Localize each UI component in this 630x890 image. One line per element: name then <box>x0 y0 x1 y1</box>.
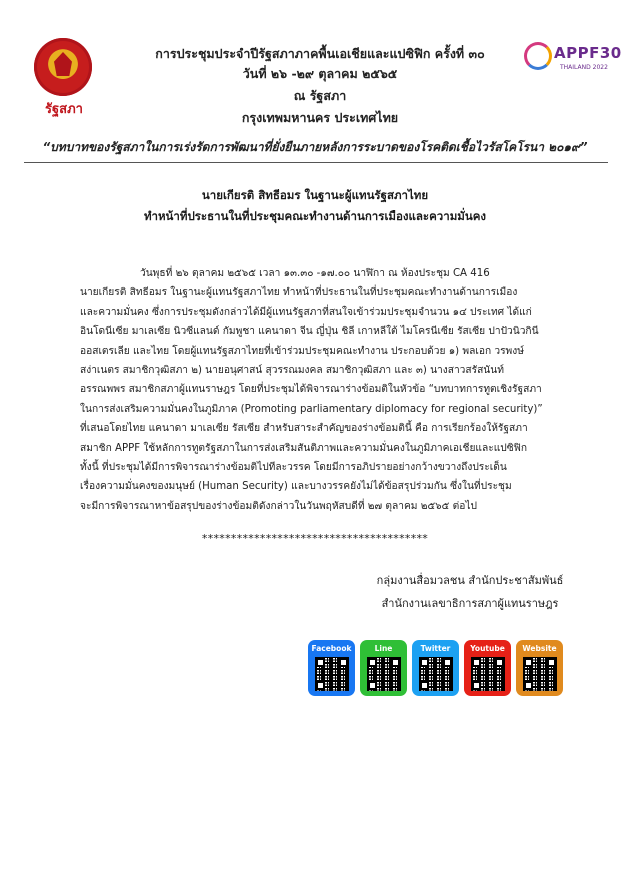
body-line: สมาชิก APPF ใช้หลักการทูตรัฐสภาในการส่งเสริมสันติภาพและความมั่นคงในภูมิภาคเอเชียและแปซิฟิก <box>80 442 528 454</box>
facebook-label: Facebook <box>311 644 352 653</box>
twitter-qr-icon <box>419 657 453 691</box>
header-divider <box>24 162 608 163</box>
twitter-qr-card[interactable] <box>412 640 459 696</box>
youtube-label: Youtube <box>470 644 505 653</box>
appf-logo-subtext: THAILAND 2022 <box>560 64 608 71</box>
body-line: จะมีการพิจารณาหาข้อสรุปของร่างข้อมติดังกล่าวในวันพฤหัสบดีที่ ๒๗ ตุลาคม ๒๕๖๕ ต่อไป <box>80 500 477 512</box>
body-line: ในการส่งเสริมความมั่นคงในภูมิภาค (Promoting parliamentary diplomacy for regional security)” <box>80 403 543 415</box>
header-meeting-title: การประชุมประจำปีรัฐสภาภาคพื้นเอเชียและแปซิฟิก ครั้งที่ ๓๐ <box>155 46 485 61</box>
meeting-theme: “บทบาทของรัฐสภาในการเร่งรัดการพัฒนาที่ยั่งยืนภายหลังการระบาดของโรคติดเชื้อไวรัสโคโรนา ๒๐๑๙” <box>42 140 588 154</box>
body-line: และความมั่นคง ซึ่งการประชุมดังกล่าวได้มีผู้แทนรัฐสภาที่สนใจเข้าร่วมประชุมจำนวน ๑๔ ประเทศ ได้แก่ <box>80 306 532 318</box>
header-city: กรุงเทพมหานคร ประเทศไทย <box>241 110 399 125</box>
body-line: ทั้งนี้ ที่ประชุมได้มีการพิจารณาร่างข้อมติไปทีละวรรค โดยมีการอภิปรายอย่างกว้างขวางถึงประเด็น <box>80 462 507 474</box>
website-qr-icon <box>523 657 557 691</box>
footer-org-line2: สำนักงานเลขาธิการสภาผู้แทนราษฎร <box>381 597 559 610</box>
body-paragraph <box>80 264 568 516</box>
parliament-logo-label: รัฐสภา <box>45 102 83 117</box>
body-line: เรื่องความมั่นคงของมนุษย์ (Human Security) และบางวรรคยังไม่ได้ข้อสรุปร่วมกัน ซึ่งในที่ประชุม <box>80 481 512 493</box>
speaker-name: นายเกียรติ สิทธีอมร ในฐานะผู้แทนรัฐสภาไทย <box>201 188 429 202</box>
appf30-logo <box>520 42 622 82</box>
twitter-label: Twitter <box>420 644 451 653</box>
body-line: นายเกียรติ สิทธีอมร ในฐานะผู้แทนรัฐสภาไทย ทำหน้าที่ประธานในที่ประชุมคณะทำงานด้านการเมือง <box>80 287 518 299</box>
line-label: Line <box>374 644 393 653</box>
appf-logo-text: APPF30 <box>554 44 622 62</box>
line-qr-card[interactable] <box>360 640 407 696</box>
website-qr-card[interactable] <box>516 640 563 696</box>
website-label: Website <box>522 644 557 653</box>
parliament-seal-icon <box>34 38 92 96</box>
header-venue: ณ รัฐสภา <box>293 88 347 103</box>
facebook-qr-card[interactable] <box>308 640 355 696</box>
body-line: อรรณพพร สมาชิกสภาผู้แทนราษฎร โดยที่ประชุมได้พิจารณาร่างข้อมติในหัวข้อ “บทบาทการทูตเชิงรัฐสภา <box>80 384 542 396</box>
body-line: อินโดนีเซีย มาเลเซีย นิวซีแลนด์ กัมพูชา แคนาดา จีน ญี่ปุ่น ชิลี เกาหลีใต้ ไมโครนีเซีย รัสเซีย ปาปัวนิวกินี <box>80 326 539 338</box>
body-line: สง่าเนตร สมาชิกวุฒิสภา ๒) นายอนุศาสน์ สุวรรณมงคล สมาชิกวุฒิสภา และ ๓) นางสาวสรัสนันท์ <box>80 365 504 377</box>
separator-stars: *************************************** <box>201 532 429 545</box>
body-line: ออสเตรเลีย และไทย โดยผู้แทนรัฐสภาไทยที่เข้าร่วมประชุมคณะทำงาน ประกอบด้วย ๑) พลเอก วรพงษ์ <box>80 345 524 357</box>
youtube-qr-icon <box>471 657 505 691</box>
line-qr-icon <box>367 657 401 691</box>
footer-org-line1: กลุ่มงานสื่อมวลชน สำนักประชาสัมพันธ์ <box>376 574 564 587</box>
youtube-qr-card[interactable] <box>464 640 511 696</box>
facebook-qr-icon <box>315 657 349 691</box>
body-line: วันพุธที่ ๒๖ ตุลาคม ๒๕๖๕ เวลา ๑๓.๓๐ -๑๗.๐๐ นาฬิกา ณ ห้องประชุม CA 416 <box>140 268 490 279</box>
speaker-role: ทำหน้าที่ประธานในที่ประชุมคณะทำงานด้านการเมืองและความมั่นคง <box>143 209 487 223</box>
header-dates: วันที่ ๒๖ -๒๙ ตุลาคม ๒๕๖๕ <box>242 66 398 81</box>
parliament-logo <box>22 38 106 116</box>
body-line: ที่เสนอโดยไทย แคนาดา มาเลเซีย รัสเซีย สำหรับสาระสำคัญของร่างข้อมตินี้ คือ การเรียกร้องให้รัฐสภา <box>80 423 528 435</box>
social-qr-links <box>308 640 568 700</box>
